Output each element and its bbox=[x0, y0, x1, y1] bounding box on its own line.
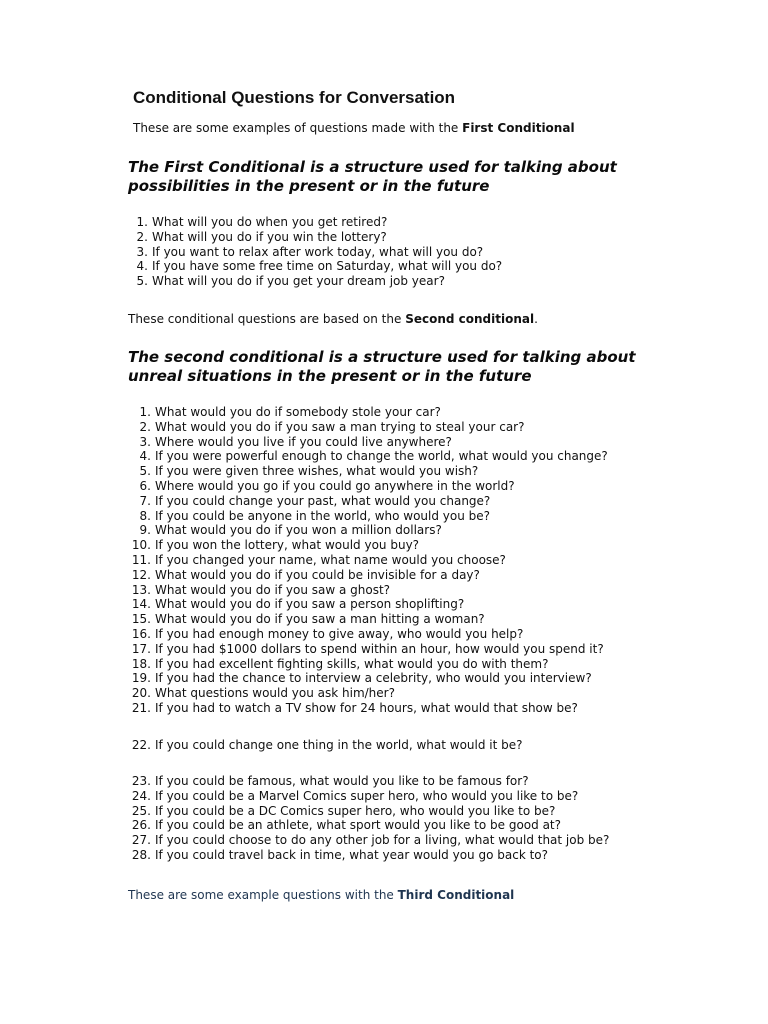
list-item-text: What would you do if you saw a man trying to steal your car? bbox=[155, 419, 525, 434]
list-item-text: If you had enough money to give away, who would you help? bbox=[155, 626, 524, 641]
list-item-number: 28. bbox=[131, 847, 151, 862]
list-item-text: What will you do when you get retired? bbox=[152, 215, 388, 229]
intro-text: These conditional questions are based on the bbox=[128, 312, 406, 326]
list-item-number: 9. bbox=[139, 523, 151, 538]
intro-punctuation: . bbox=[534, 312, 538, 326]
list-item-text: If you had the chance to interview a celebrity, who would you interview? bbox=[155, 671, 592, 686]
list-item-number: 5. bbox=[139, 464, 151, 479]
list-item-number: 21. bbox=[131, 700, 151, 715]
list-item-number: 23. bbox=[131, 774, 151, 788]
list-item-text: If you could be a DC Comics super hero, who would you like to be? bbox=[155, 803, 556, 818]
intro-bold-term: Second conditional bbox=[405, 312, 535, 326]
list-item-number: 25. bbox=[131, 803, 151, 818]
list-item-text: If you could choose to do any other job for a living, what would that job be? bbox=[155, 833, 610, 848]
intro-text: These are some example questions with the bbox=[128, 888, 398, 902]
list-item-text: If you had to watch a TV show for 24 hours, what would that show be? bbox=[155, 700, 578, 715]
list-item-number: 8. bbox=[139, 508, 151, 523]
first-conditional-intro bbox=[133, 121, 575, 135]
list-item-number: 2. bbox=[136, 229, 148, 244]
list-item-text: If you had excellent fighting skills, what would you do with them? bbox=[155, 656, 549, 671]
list-item-text: What would you do if you saw a man hitting a woman? bbox=[155, 612, 485, 627]
list-item-text: If you could change one thing in the world, what would it be? bbox=[155, 738, 523, 752]
list-item-number: 4. bbox=[139, 449, 151, 464]
list-item-number: 16. bbox=[131, 626, 151, 641]
list-item-text: If you could be an athlete, what sport would you like to be good at? bbox=[155, 818, 562, 833]
list-item-text: If you won the lottery, what would you buy? bbox=[155, 538, 420, 553]
list-item-number: 2. bbox=[139, 419, 151, 434]
list-item-text: What questions would you ask him/her? bbox=[155, 686, 395, 701]
list-item-number: 5. bbox=[136, 274, 148, 289]
second-conditional-intro bbox=[128, 312, 538, 326]
list-item-text: If you could be anyone in the world, who would you be? bbox=[155, 508, 491, 523]
list-item-text: What would you do if you could be invisible for a day? bbox=[155, 567, 480, 582]
heading-line: The second conditional is a structure used for talking about bbox=[128, 348, 636, 366]
list-item-text: Where would you live if you could live anywhere? bbox=[155, 434, 452, 449]
list-item-text: What will you do if you get your dream job year? bbox=[152, 274, 445, 289]
list-item-number: 12. bbox=[131, 567, 151, 582]
heading-line: possibilities in the present or in the future bbox=[128, 177, 490, 195]
second-conditional-heading bbox=[128, 348, 636, 386]
list-item-text: If you have some free time on Saturday, what will you do? bbox=[152, 259, 503, 274]
list-item-number: 19. bbox=[131, 671, 151, 686]
list-item-number: 26. bbox=[131, 818, 151, 833]
list-item-text: If you were given three wishes, what would you wish? bbox=[155, 464, 479, 479]
list-item-number: 1. bbox=[136, 215, 148, 229]
list-item-number: 7. bbox=[139, 493, 151, 508]
list-item-text: What will you do if you win the lottery? bbox=[152, 229, 387, 244]
heading-line: unreal situations in the present or in the future bbox=[128, 367, 532, 385]
list-item-number: 3. bbox=[136, 244, 148, 259]
list-item-number: 22. bbox=[131, 738, 151, 752]
list-item-number: 4. bbox=[136, 259, 148, 274]
list-item-text: If you want to relax after work today, what will you do? bbox=[152, 244, 484, 259]
intro-bold-term: Third Conditional bbox=[397, 888, 515, 902]
intro-bold-term: First Conditional bbox=[462, 121, 575, 135]
list-item-number: 17. bbox=[131, 641, 151, 656]
list-item-text: If you could be a Marvel Comics super hero, who would you like to be? bbox=[155, 788, 579, 803]
list-item-text: What would you do if somebody stole your car? bbox=[155, 405, 441, 419]
list-item-number: 6. bbox=[139, 478, 151, 493]
list-item-number: 14. bbox=[131, 597, 151, 612]
list-item-text: What would you do if you won a million dollars? bbox=[155, 523, 442, 538]
heading-line: The First Conditional is a structure used for talking about bbox=[128, 158, 617, 176]
list-item-number: 1. bbox=[139, 405, 151, 419]
list-item-text: If you had $1000 dollars to spend within an hour, how would you spend it? bbox=[155, 641, 604, 656]
list-item-number: 24. bbox=[131, 788, 151, 803]
list-item-number: 13. bbox=[131, 582, 151, 597]
list-item-text: If you changed your name, what name would you choose? bbox=[155, 552, 506, 567]
list-item-text: If you could travel back in time, what year would you go back to? bbox=[155, 847, 548, 862]
list-item-text: What would you do if you saw a person shoplifting? bbox=[155, 597, 465, 612]
list-item-number: 15. bbox=[131, 612, 151, 627]
list-item-number: 11. bbox=[131, 552, 151, 567]
list-item-text: If you could be famous, what would you like to be famous for? bbox=[155, 774, 529, 788]
list-item-number: 3. bbox=[139, 434, 151, 449]
third-conditional-intro bbox=[128, 888, 514, 902]
list-item-number: 20. bbox=[131, 686, 151, 701]
list-item-number: 18. bbox=[131, 656, 151, 671]
intro-text: These are some examples of questions made with the bbox=[133, 121, 463, 135]
list-item-text: If you could change your past, what would you change? bbox=[155, 493, 491, 508]
first-conditional-heading bbox=[128, 158, 617, 196]
list-item-text: What would you do if you saw a ghost? bbox=[155, 582, 391, 597]
list-item-number: 10. bbox=[131, 538, 151, 553]
list-item-number: 27. bbox=[131, 833, 151, 848]
list-item-text: If you were powerful enough to change the world, what would you change? bbox=[155, 449, 608, 464]
list-item-text: Where would you go if you could go anywhere in the world? bbox=[155, 478, 515, 493]
document-title: Conditional Questions for Conversation bbox=[133, 88, 456, 107]
